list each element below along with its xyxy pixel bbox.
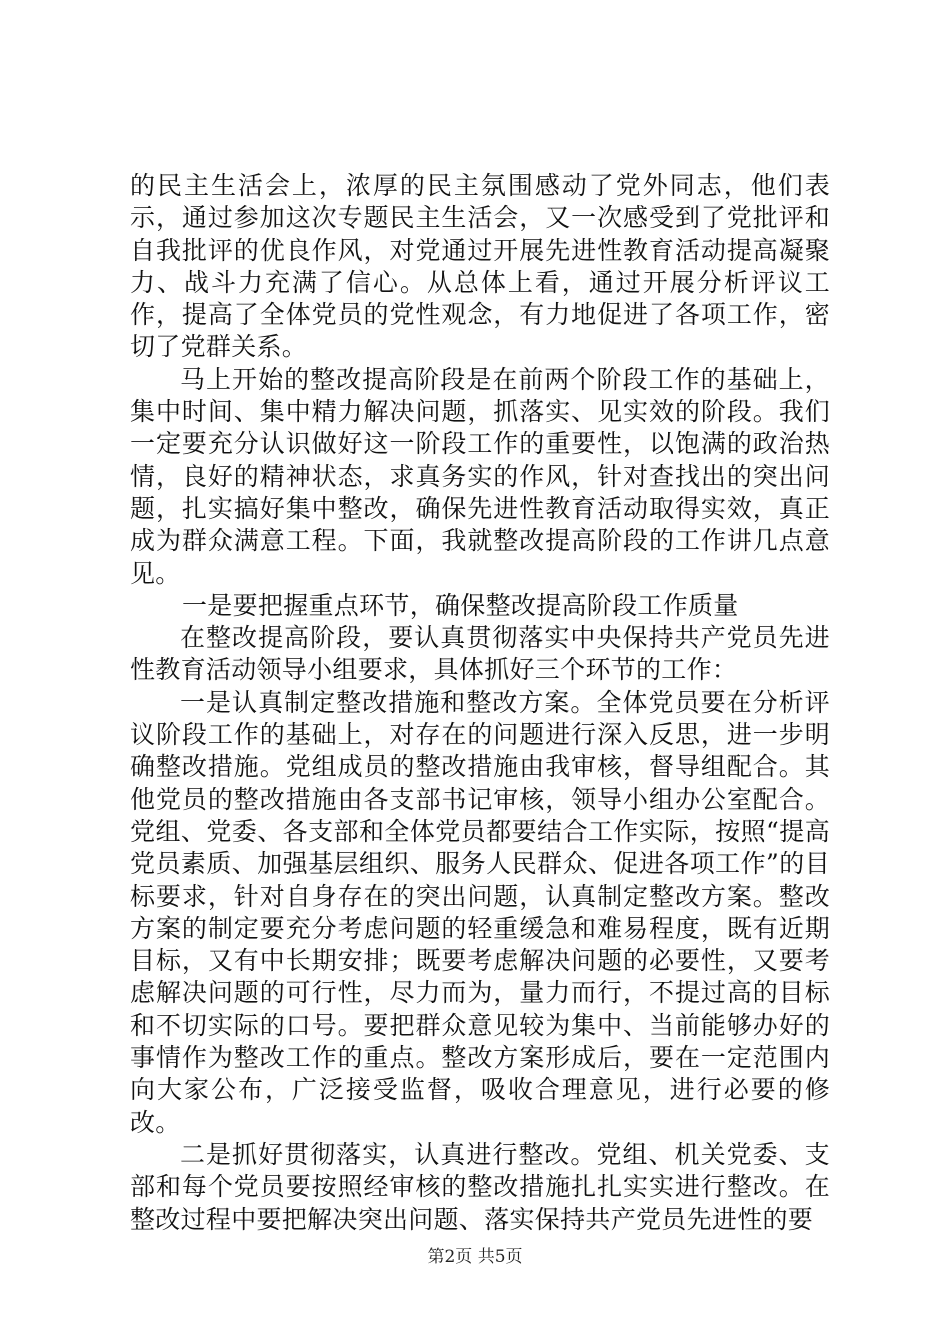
paragraph-implementation: 二是抓好贯彻落实，认真进行整改。党组、机关党委、支部和每个党员要按照经审核的整改措施扎扎实实进行整改。在整改过程中要把解决突出问题、落实保持共产党员先进性的要 [130,1139,830,1234]
document-body [130,170,830,1236]
page-footer [0,1242,950,1267]
paragraph-rectification-intro: 马上开始的整改提高阶段是在前两个阶段工作的基础上，集中时间、集中精力解决问题，抓落实、见实效的阶段。我们一定要充分认识做好这一阶段工作的重要性，以饱满的政治热情，良好的精神状态，求真务实的作风，针对查找出的突出问题，扎实搞好集中整改，确保先进性教育活动取得实效，真正成为群众满意工程。下面，我就整改提高阶段的工作讲几点意见。 [130,364,830,588]
paragraph-three-links: 在整改提高阶段，要认真贯彻落实中央保持共产党员先进性教育活动领导小组要求，具体抓好三个环节的工作： [130,623,830,685]
paragraph-measures-and-plans: 一是认真制定整改措施和整改方案。全体党员要在分析评议阶段工作的基础上，对存在的问题进行深入反思，进一步明确整改措施。党组成员的整改措施由我审核，督导组配合。其他党员的整改措施由各支部书记审核，领导小组办公室配合。党组、党委、各支部和全体党员都要结合工作实际，按照“提高党员素质、加强基层组织、服务人民群众、促进各项工作”的目标要求，针对自身存在的突出问题，认真制定整改方案。整改方案的制定要充分考虑问题的轻重缓急和难易程度，既有近期目标，又有中长期安排；既要考虑解决问题的必要性，又要考虑解决问题的可行性，尽力而为，量力而行，不提过高的目标和不切实际的口号。要把群众意见较为集中、当前能够办好的事情作为整改工作的重点。整改方案形成后，要在一定范围内向大家公布，广泛接受监督，吸收合理意见，进行必要的修改。 [130,687,830,1137]
paragraph-continuation: 的民主生活会上，浓厚的民主氛围感动了党外同志，他们表示，通过参加这次专题民主生活会，又一次感受到了党批评和自我批评的优良作风，对党通过开展先进性教育活动提高凝聚力、战斗力充满了信心。从总体上看，通过开展分析评议工作，提高了全体党员的党性观念，有力地促进了各项工作，密切了党群关系。 [130,171,830,362]
page-number-label: 第2页 共5页 [427,1247,523,1267]
section-heading-key-links: 一是要把握重点环节，确保整改提高阶段工作质量 [182,590,739,620]
